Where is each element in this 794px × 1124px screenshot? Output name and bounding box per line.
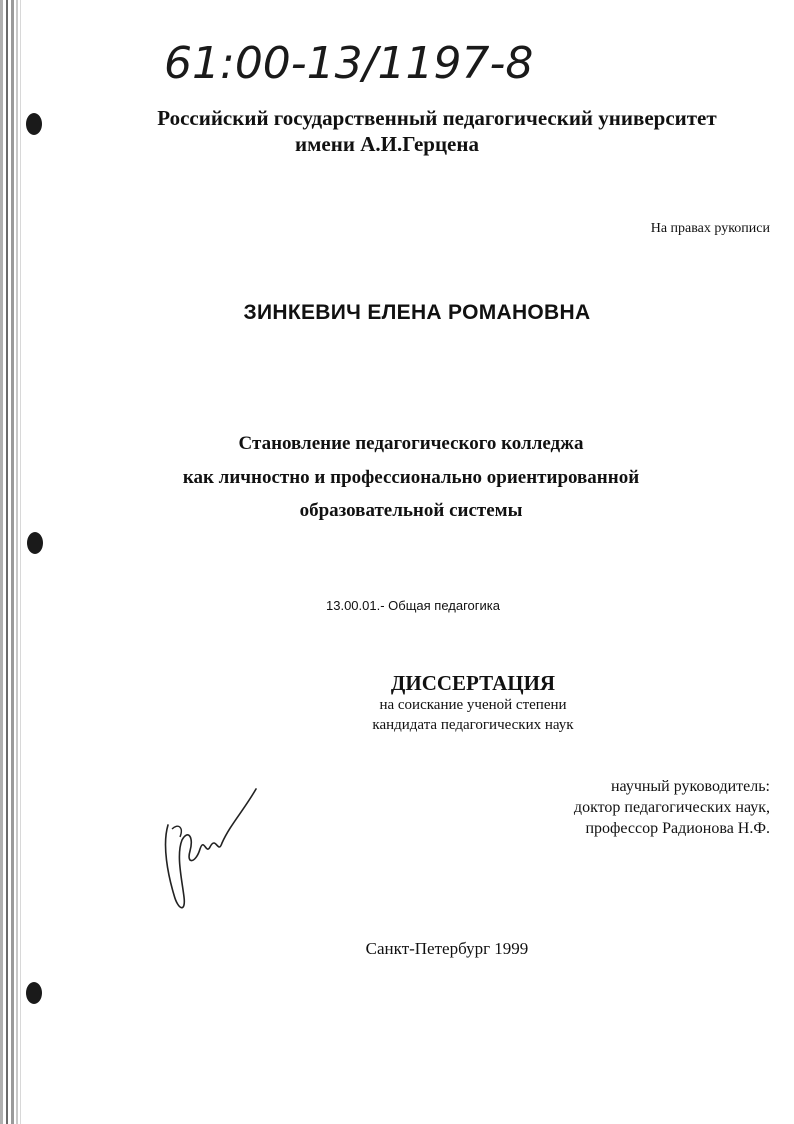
specialty-text: 13.00.01.- Общая педагогика (326, 598, 500, 613)
scan-binding-edge (0, 0, 30, 1124)
dissertation-title-line-1: Становление педагогического колледжа (238, 433, 584, 454)
supervisor-degree: доктор педагогических наук, (573, 799, 770, 816)
place-and-year: Санкт-Петербург 1999 (365, 939, 529, 958)
dissertation-heading: ДИССЕРТАЦИЯ (390, 671, 556, 695)
manuscript-rights-note: На правах рукописи (650, 221, 770, 236)
author-name: ЗИНКЕВИЧ ЕЛЕНА РОМАНОВНА (243, 301, 591, 324)
supervisor-name: профессор Радионова Н.Ф. (585, 820, 770, 837)
supervisor-label: научный руководитель: (610, 778, 770, 795)
svg-text:61:00-13/1197-8: 61:00-13/1197-8 (164, 38, 534, 89)
handwritten-signature (160, 785, 270, 915)
dissertation-title-line-2: как личностно и профессионально ориентированной (182, 467, 640, 488)
punch-hole (27, 532, 43, 554)
specialty-code (16, 598, 794, 613)
dissertation-title-line-3: образовательной системы (299, 500, 523, 521)
punch-hole (26, 982, 42, 1004)
handwritten-archive-number (160, 28, 620, 98)
university-name-second-line: имени А.И.Герцена (295, 132, 479, 156)
degree-line-2: кандидата педагогических наук (372, 717, 574, 733)
degree-line-1: на соискание ученой степени (379, 697, 567, 713)
university-name: Российский государственный педагогический университет (157, 106, 717, 130)
